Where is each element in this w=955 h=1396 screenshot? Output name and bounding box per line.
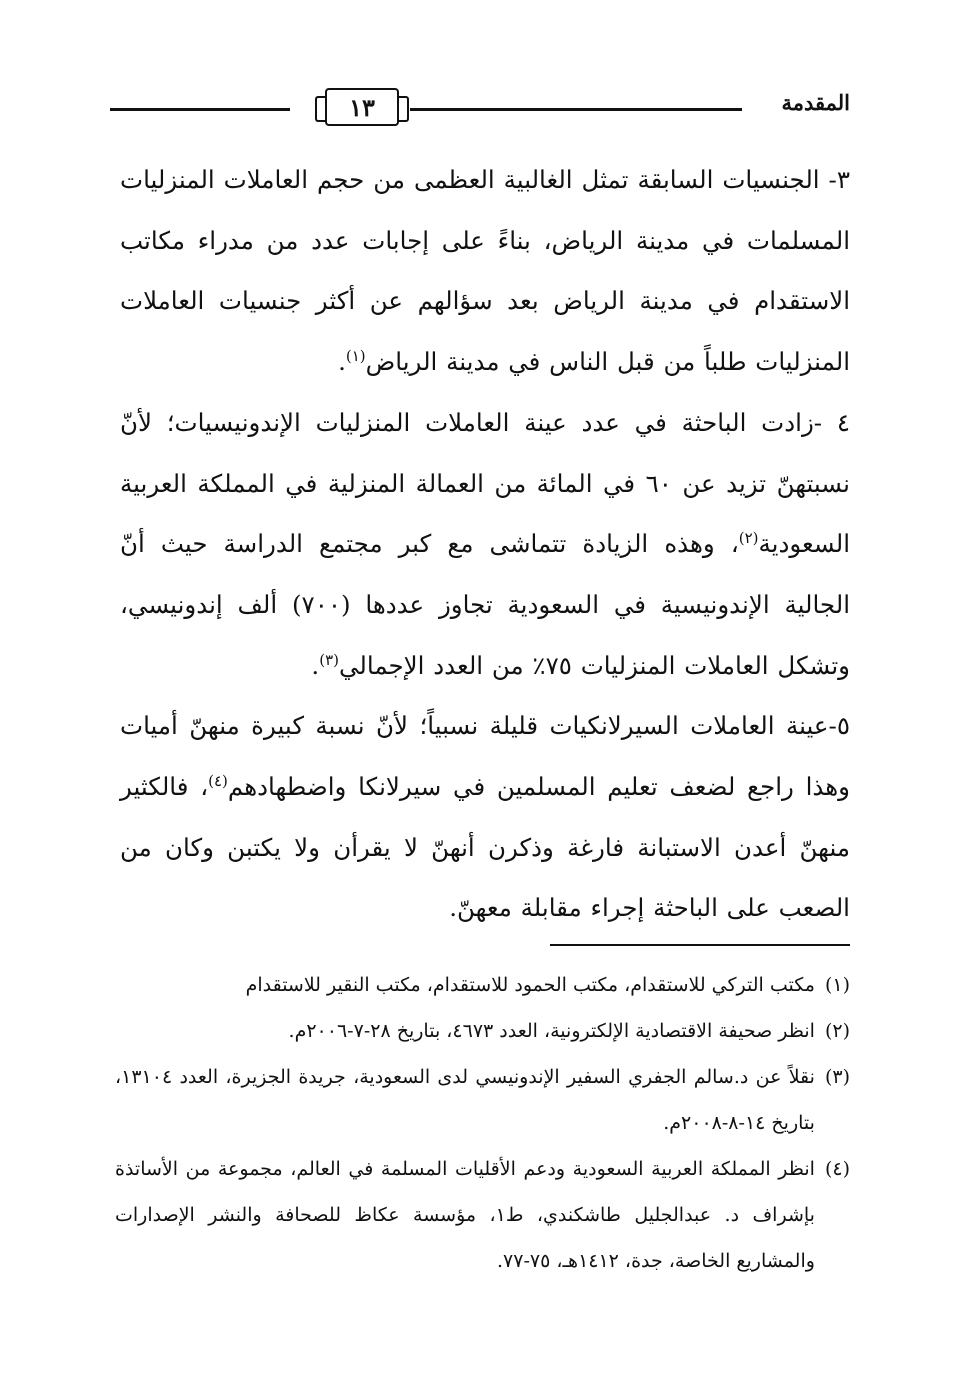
paragraph-text: . xyxy=(338,347,346,377)
paragraph-4 xyxy=(120,393,850,697)
paragraph-text: ، وهذه الزيادة تتماشى مع كبر مجتمع الدراسة حيث أنّ الجالية الإندونيسية في السعودية تجاوز عددها (٧٠٠) ألف إندونيسي، وتشكل العاملات المنزليات ٧٥٪ من العدد الإجمالي xyxy=(120,529,850,680)
paragraph-5 xyxy=(120,696,850,939)
footnote-3 xyxy=(115,1054,850,1146)
footnote-number: (٤) xyxy=(824,1158,850,1180)
page-number: ١٣ xyxy=(325,88,399,126)
header-rule-right xyxy=(410,108,742,111)
footnote-ref-4[interactable]: (٤) xyxy=(208,772,228,791)
footnote-ref-3[interactable]: (٣) xyxy=(319,650,339,669)
footnote-number: (١) xyxy=(824,974,850,996)
footnote-ref-2[interactable]: (٢) xyxy=(738,529,759,548)
chapter-title: المقدمة xyxy=(781,90,850,115)
footnote-text: انظر المملكة العربية السعودية ودعم الأقليات المسلمة في العالم، مجموعة من الأساتذة بإشراف د. عبدالجليل طاشكندي، ط١، مؤسسة عكاظ للصحافة والنشر الإصدارات والمشاريع الخاصة، جدة، ١٤١٢هـ، ٧٥-٧٧. xyxy=(115,1158,815,1272)
paragraph-text: ، فالكثير منهنّ أعدن الاستبانة فارغة وذكرن أنهنّ لا يقرأن ولا يكتبن وكان من الصعب على الباحثة إجراء مقابلة معهنّ. xyxy=(120,772,850,923)
footnote-text: انظر صحيفة الاقتصادية الإلكترونية، العدد ٤٦٧٣، بتاريخ ٢٨-٧-٢٠٠٦م. xyxy=(288,1020,815,1042)
footnote-text: مكتب التركي للاستقدام، مكتب الحمود للاستقدام، مكتب النقير للاستقدام xyxy=(245,974,815,996)
footnote-separator xyxy=(550,944,850,946)
footnote-ref-1[interactable]: (١) xyxy=(345,347,366,366)
paragraph-3 xyxy=(120,150,850,393)
footnote-number: (٢) xyxy=(824,1020,850,1042)
footnote-2 xyxy=(115,1008,850,1054)
paragraph-text: ٤ -زادت الباحثة في عدد عينة العاملات المنزليات الإندونيسيات؛ لأنّ نسبتهنّ تزيد عن ٦٠ في المائة من العمالة المنزلية في المملكة العربية السعودية xyxy=(120,407,850,559)
header-rule-left xyxy=(110,108,290,111)
footnote-number: (٣) xyxy=(824,1066,850,1088)
body-text xyxy=(120,150,850,939)
footnotes xyxy=(115,962,850,1284)
footnote-4 xyxy=(115,1146,850,1284)
paragraph-text: ٥-عينة العاملات السيرلانكيات قليلة نسبياً؛ لأنّ نسبة كبيرة منهنّ أميات وهذا راجع لضعف تعليم المسلمين في سيرلانكا واضطهادهم xyxy=(120,711,851,802)
footnote-1 xyxy=(115,962,850,1008)
page-header xyxy=(110,86,850,136)
footnote-text: نقلاً عن د.سالم الجفري السفير الإندونيسي لدى السعودية، جريدة الجزيرة، العدد ١٣١٠٤، بتاريخ ١٤-٨-٢٠٠٨م. xyxy=(115,1066,815,1134)
paragraph-text: ٣- الجنسيات السابقة تمثل الغالبية العظمى من حجم العاملات المنزليات المسلمات في مدينة الرياض، بناءً على إجابات عدد من مدراء مكاتب الاستقدام في مدينة الرياض بعد سؤالهم عن أكثر جنسيات العاملات المنزليات طلباً من قبل الناس في مدينة الرياض xyxy=(120,165,850,377)
paragraph-text: . xyxy=(311,650,320,680)
